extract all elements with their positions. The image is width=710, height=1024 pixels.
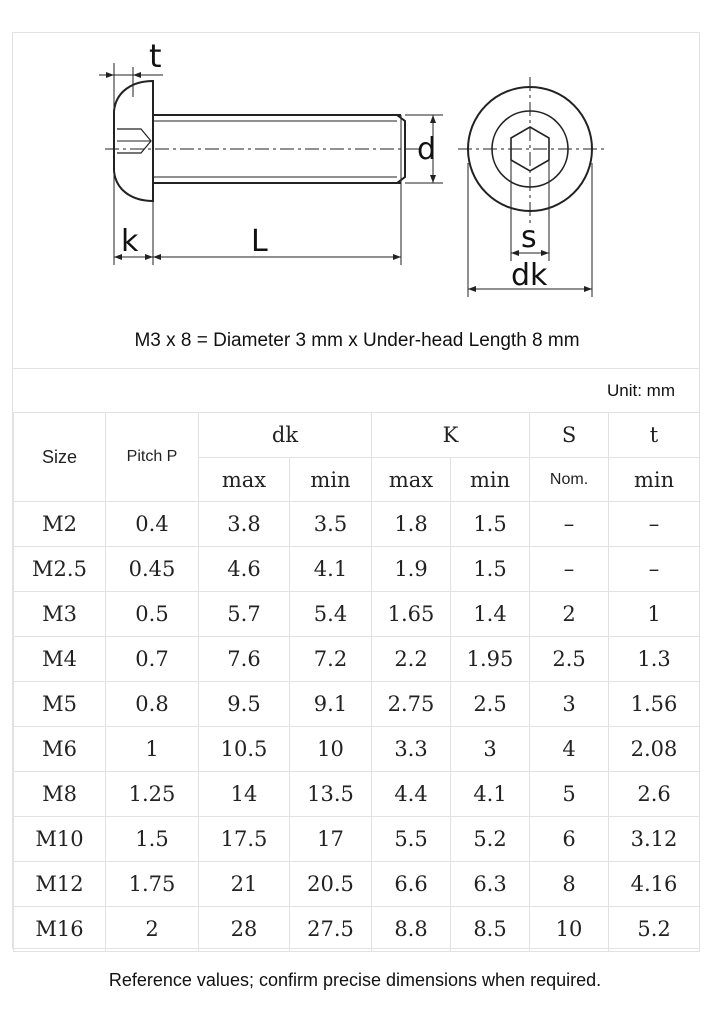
cell-k-min: 1.95: [451, 637, 530, 682]
header-s: S: [530, 413, 609, 458]
cell-dk-max: 17.5: [199, 817, 290, 862]
cell-s-nom: –: [530, 502, 609, 547]
cell-dk-max: 9.5: [199, 682, 290, 727]
label-L: L: [251, 224, 268, 259]
table-row: [14, 772, 700, 817]
cell-k-min: 4.1: [451, 772, 530, 817]
cell-dk-min: 10: [290, 727, 372, 772]
spec-sheet: [12, 32, 700, 949]
cell-t-min: 1.3: [609, 637, 700, 682]
cell-k-min: 3: [451, 727, 530, 772]
cell-t-min: 2.08: [609, 727, 700, 772]
subheader-dk-max: max: [199, 458, 290, 502]
table-row: [14, 502, 700, 547]
cell-dk-min: 20.5: [290, 862, 372, 907]
subheader-t-min: min: [609, 458, 700, 502]
cell-pitch: 0.8: [106, 682, 199, 727]
header-t: t: [609, 413, 700, 458]
label-d: d: [417, 132, 437, 167]
cell-dk-max: 5.7: [199, 592, 290, 637]
subheader-dk-min: min: [290, 458, 372, 502]
cell-k-max: 4.4: [372, 772, 451, 817]
header-size: Size: [14, 413, 106, 502]
cell-dk-min: 3.5: [290, 502, 372, 547]
cell-s-nom: 6: [530, 817, 609, 862]
cell-k-max: 5.5: [372, 817, 451, 862]
subheader-k-max: max: [372, 458, 451, 502]
table-row: [14, 817, 700, 862]
cell-dk-max: 28: [199, 907, 290, 952]
cell-k-max: 2.2: [372, 637, 451, 682]
cell-s-nom: 4: [530, 727, 609, 772]
cell-t-min: 2.6: [609, 772, 700, 817]
cell-s-nom: 5: [530, 772, 609, 817]
cell-dk-min: 9.1: [290, 682, 372, 727]
cell-dk-max: 10.5: [199, 727, 290, 772]
header-k: K: [372, 413, 530, 458]
table-body: [14, 502, 700, 952]
cell-k-min: 8.5: [451, 907, 530, 952]
cell-size: M2: [14, 502, 106, 547]
cell-size: M5: [14, 682, 106, 727]
unit-row: [13, 368, 699, 413]
cell-dk-max: 14: [199, 772, 290, 817]
cell-k-min: 6.3: [451, 862, 530, 907]
subheader-s-nom: Nom.: [530, 458, 609, 502]
label-k: k: [121, 224, 139, 259]
cell-t-min: 5.2: [609, 907, 700, 952]
table-row: [14, 727, 700, 772]
header-pitch: Pitch P: [106, 413, 199, 502]
table-row: [14, 637, 700, 682]
cell-t-min: 1.56: [609, 682, 700, 727]
cell-dk-max: 4.6: [199, 547, 290, 592]
cell-k-max: 2.75: [372, 682, 451, 727]
cell-size: M2.5: [14, 547, 106, 592]
label-t: t: [149, 37, 162, 75]
table-row: [14, 592, 700, 637]
cell-t-min: –: [609, 547, 700, 592]
cell-size: M8: [14, 772, 106, 817]
unit-label: Unit: mm: [607, 381, 675, 400]
cell-pitch: 2: [106, 907, 199, 952]
cell-pitch: 1.25: [106, 772, 199, 817]
cell-t-min: 3.12: [609, 817, 700, 862]
header-dk: dk: [199, 413, 372, 458]
cell-k-max: 1.8: [372, 502, 451, 547]
cell-dk-min: 7.2: [290, 637, 372, 682]
cell-pitch: 1.75: [106, 862, 199, 907]
subheader-k-min: min: [451, 458, 530, 502]
cell-size: M3: [14, 592, 106, 637]
cell-s-nom: –: [530, 547, 609, 592]
cell-pitch: 0.5: [106, 592, 199, 637]
cell-k-min: 2.5: [451, 682, 530, 727]
cell-pitch: 1: [106, 727, 199, 772]
cell-size: M6: [14, 727, 106, 772]
table-row: [14, 547, 700, 592]
cell-dk-max: 7.6: [199, 637, 290, 682]
cell-size: M16: [14, 907, 106, 952]
cell-k-min: 1.4: [451, 592, 530, 637]
table-row: [14, 682, 700, 727]
cell-dk-min: 4.1: [290, 547, 372, 592]
cell-k-max: 6.6: [372, 862, 451, 907]
size-example-caption: M3 x 8 = Diameter 3 mm x Under-head Length 8 mm: [134, 330, 580, 351]
footer-note: Reference values; confirm precise dimensions when required.: [108, 970, 602, 990]
table-row: [14, 862, 700, 907]
cell-dk-min: 17: [290, 817, 372, 862]
cell-pitch: 0.4: [106, 502, 199, 547]
cell-t-min: 4.16: [609, 862, 700, 907]
header-row: [14, 413, 700, 458]
cell-t-min: 1: [609, 592, 700, 637]
cell-k-min: 1.5: [451, 502, 530, 547]
cell-size: M10: [14, 817, 106, 862]
cell-k-min: 5.2: [451, 817, 530, 862]
cell-size: M12: [14, 862, 106, 907]
cell-dk-max: 21: [199, 862, 290, 907]
cell-k-max: 8.8: [372, 907, 451, 952]
cell-size: M4: [14, 637, 106, 682]
cell-s-nom: 2: [530, 592, 609, 637]
cell-k-min: 1.5: [451, 547, 530, 592]
cell-pitch: 0.45: [106, 547, 199, 592]
cell-dk-min: 27.5: [290, 907, 372, 952]
cell-s-nom: 10: [530, 907, 609, 952]
cell-k-max: 3.3: [372, 727, 451, 772]
screw-drawing: [13, 33, 701, 368]
cell-k-max: 1.65: [372, 592, 451, 637]
cell-pitch: 0.7: [106, 637, 199, 682]
cell-s-nom: 3: [530, 682, 609, 727]
label-dk: dk: [511, 258, 548, 293]
cell-s-nom: 8: [530, 862, 609, 907]
cell-k-max: 1.9: [372, 547, 451, 592]
label-s: s: [521, 220, 537, 255]
table-row: [14, 907, 700, 952]
cell-dk-max: 3.8: [199, 502, 290, 547]
dimensions-table: [13, 412, 700, 952]
cell-t-min: –: [609, 502, 700, 547]
cell-dk-min: 13.5: [290, 772, 372, 817]
cell-dk-min: 5.4: [290, 592, 372, 637]
cell-s-nom: 2.5: [530, 637, 609, 682]
cell-pitch: 1.5: [106, 817, 199, 862]
